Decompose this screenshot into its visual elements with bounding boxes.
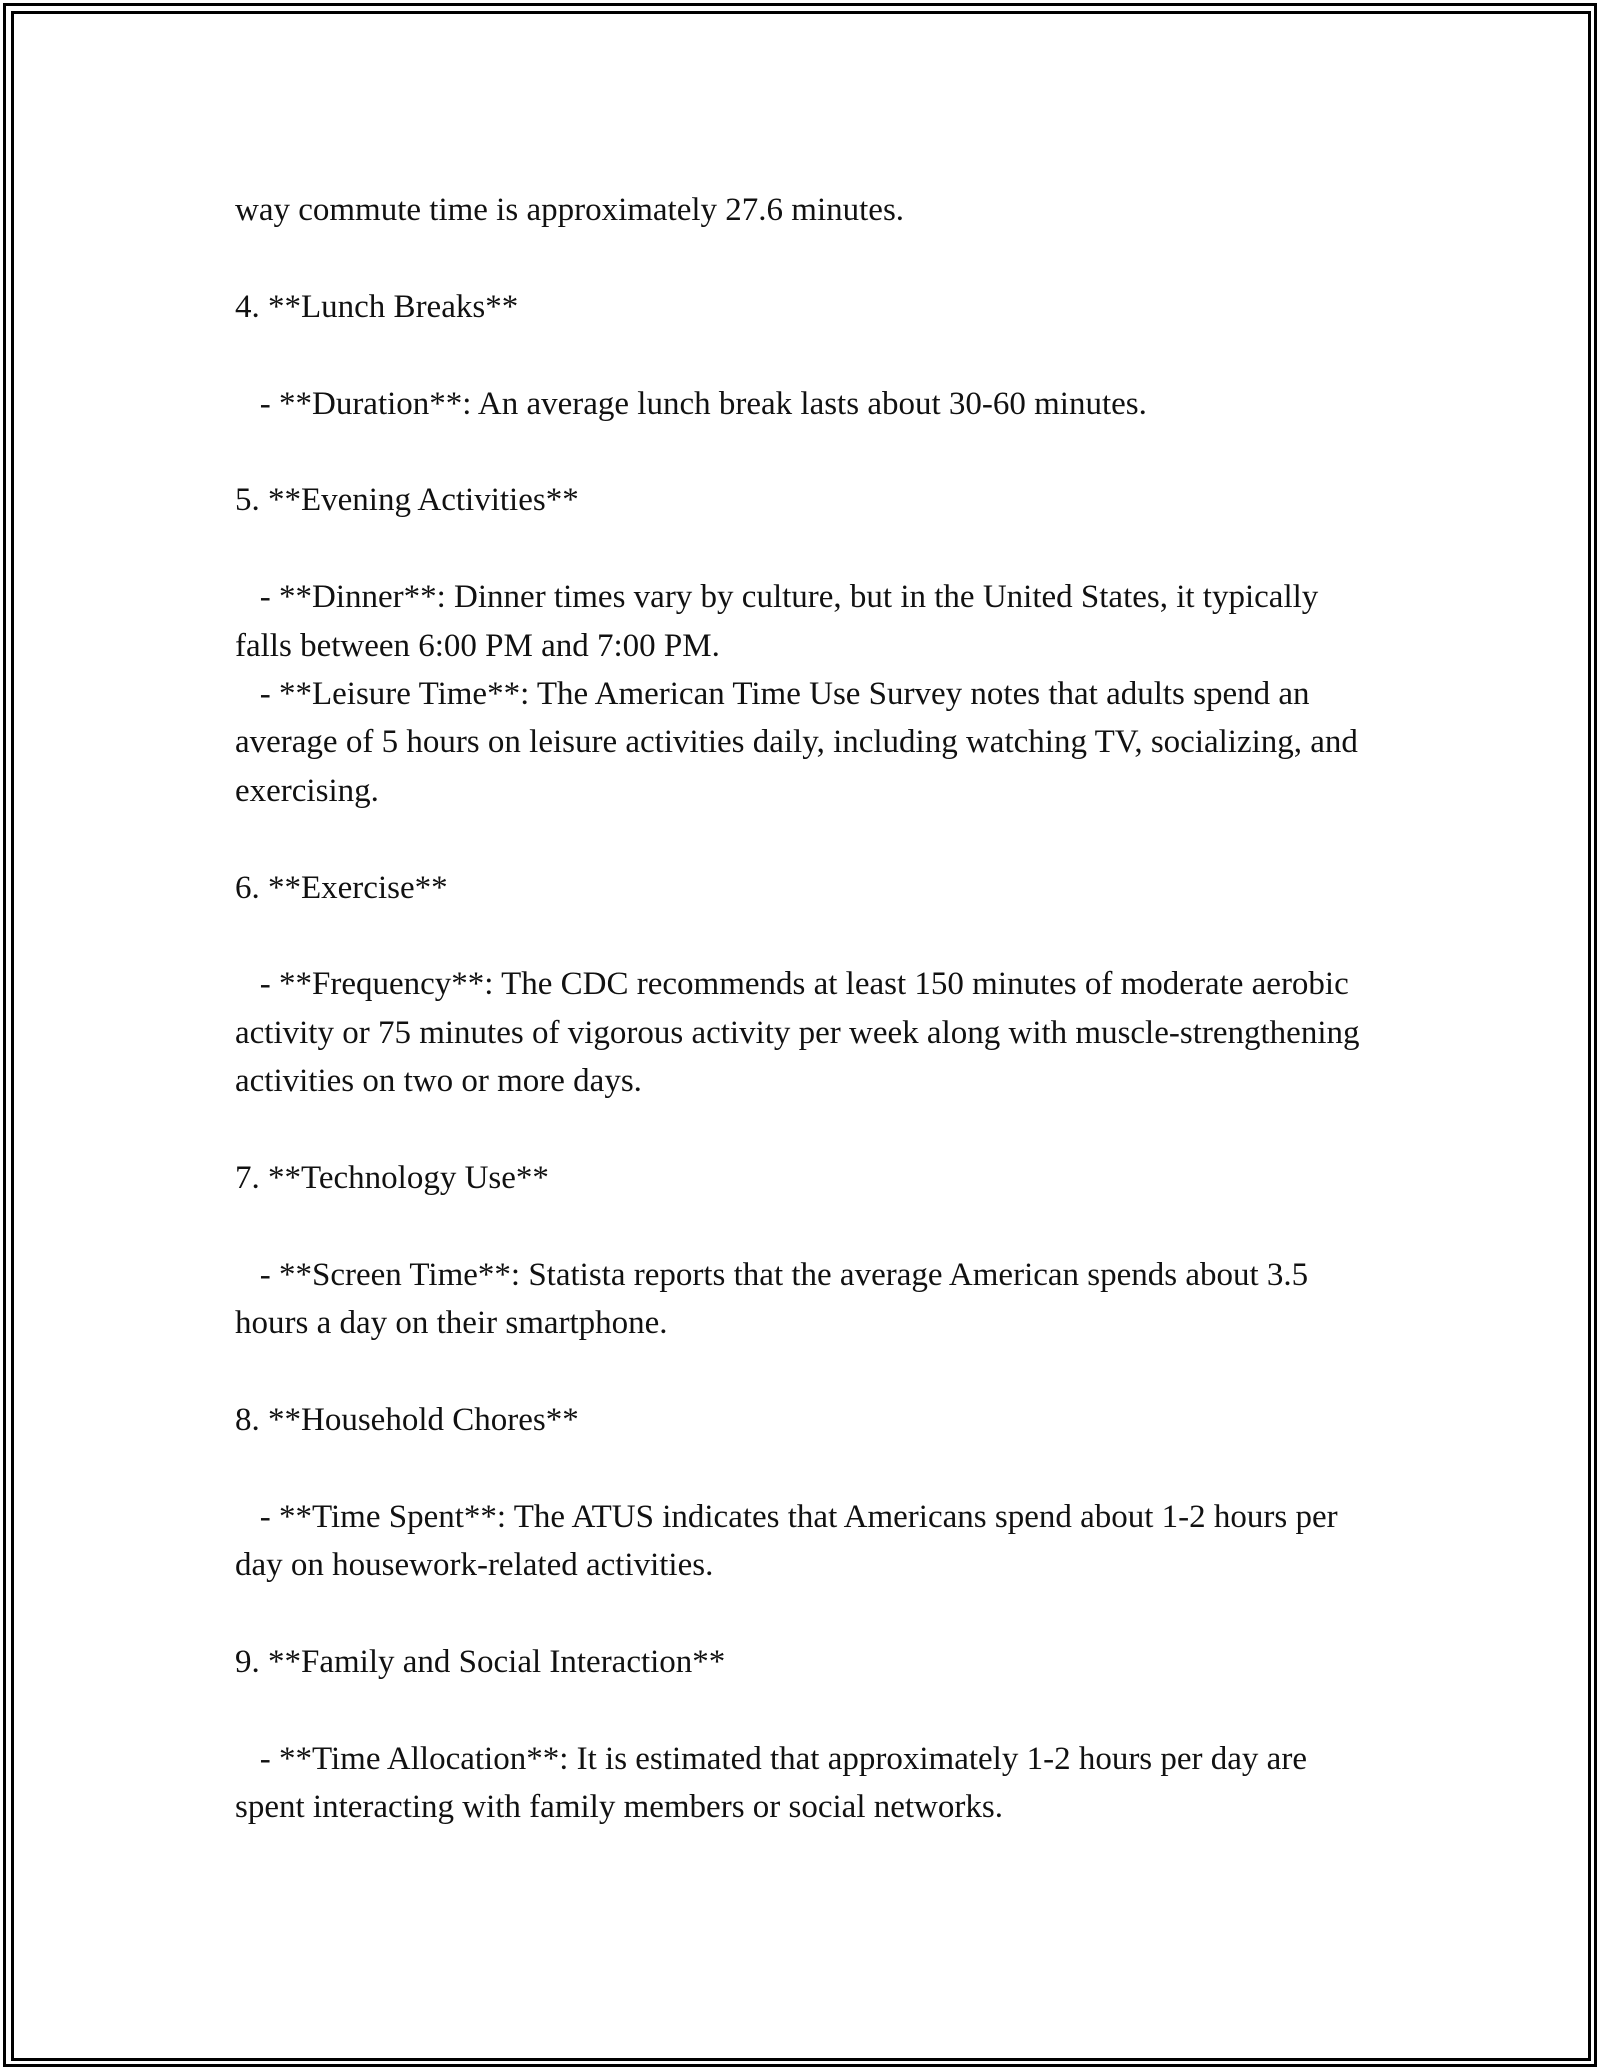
section-heading: 9. **Family and Social Interaction**	[235, 1644, 726, 1681]
list-item: - **Leisure Time**: The American Time Use Survey notes that adults spend an average of 5 hours on leisure activities daily, including watching TV, socializing, and exercising.	[235, 676, 1367, 809]
section-heading: 7. **Technology Use**	[235, 1160, 549, 1197]
list-item: - **Duration**: An average lunch break lasts about 30-60 minutes.	[235, 385, 1147, 422]
document-body	[235, 186, 1368, 1832]
section-heading: 6. **Exercise**	[235, 869, 448, 906]
list-item: - **Frequency**: The CDC recommends at least 150 minutes of moderate aerobic activity or 75 minutes of vigorous activity per week along with muscle-strengthening activities on two or more days.	[235, 966, 1368, 1100]
section-heading: 4. **Lunch Breaks**	[235, 288, 519, 325]
list-item: - **Dinner**: Dinner times vary by culture, but in the United States, it typically falls between 6:00 PM and 7:00 PM.	[235, 579, 1327, 664]
section-heading: 5. **Evening Activities**	[235, 482, 579, 519]
list-item: - **Time Allocation**: It is estimated that approximately 1-2 hours per day are spent interacting with family members or social networks.	[235, 1740, 1316, 1826]
list-item: - **Time Spent**: The ATUS indicates that Americans spend about 1-2 hours per day on housework-related activities.	[235, 1498, 1346, 1584]
list-item: - **Screen Time**: Statista reports that the average American spends about 3.5 hours a day on their smartphone.	[235, 1256, 1317, 1342]
section-heading: 8. **Household Chores**	[235, 1402, 579, 1439]
paragraph: way commute time is approximately 27.6 minutes.	[235, 192, 905, 228]
